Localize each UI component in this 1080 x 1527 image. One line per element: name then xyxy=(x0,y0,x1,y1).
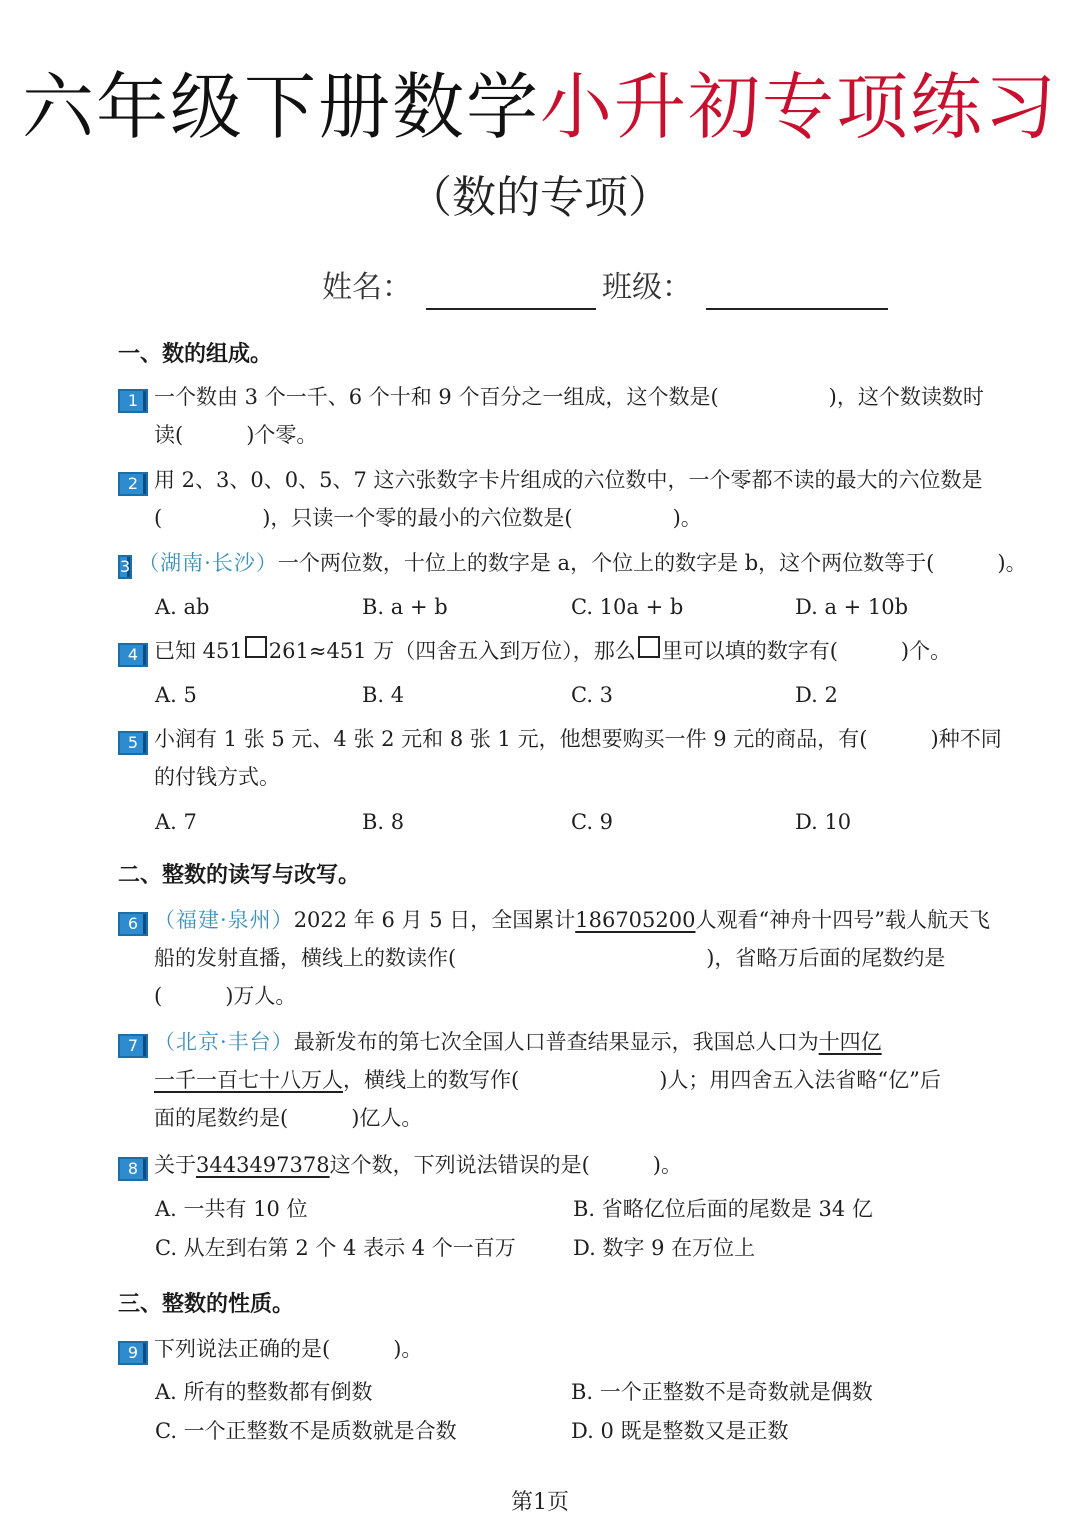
question-2 xyxy=(118,461,1013,537)
question-text: )，只读一个零的最小的六位数是( xyxy=(262,506,573,530)
question-text: ，横线上的数写作( xyxy=(343,1068,520,1092)
question-source: （湖南·长沙） xyxy=(138,551,278,575)
underlined-number: 186705200 xyxy=(575,908,696,932)
question-text: 人观看“神舟十四号”载人航天飞 xyxy=(695,908,990,932)
question-text: )，省略万后面的尾数约是 xyxy=(706,946,946,970)
class-field[interactable] xyxy=(706,272,888,310)
question-4 xyxy=(118,632,1013,670)
option-c[interactable]: C. 3 xyxy=(571,683,614,707)
option-c[interactable]: C. 从左到右第 2 个 4 表示 4 个一百万 xyxy=(155,1236,516,1260)
section-heading: 三、整数的性质。 xyxy=(118,1292,295,1317)
option-a[interactable]: A. ab xyxy=(155,595,210,619)
option-a[interactable]: A. 5 xyxy=(155,683,197,707)
question-text: 这个数，下列说法错误的是( )。 xyxy=(329,1153,682,1177)
question-6 xyxy=(118,901,1013,1015)
page-subtitle: （数的专项） xyxy=(408,172,672,223)
question-3 xyxy=(118,544,1027,582)
option-b[interactable]: B. 8 xyxy=(362,810,405,834)
underlined-text: 十四亿 xyxy=(818,1030,882,1054)
question-text: 关于 xyxy=(154,1153,196,1177)
question-8 xyxy=(118,1146,1013,1184)
option-b[interactable]: B. 4 xyxy=(362,683,405,707)
question-text: 一个数由 3 个一千、6 个十和 9 个百分之一组成，这个数是( xyxy=(154,385,719,409)
square-box-icon xyxy=(245,636,267,658)
question-number: 2 xyxy=(118,472,148,496)
question-text: ( xyxy=(154,506,163,530)
question-number: 8 xyxy=(118,1157,148,1181)
page-title xyxy=(0,62,1080,152)
question-number: 9 xyxy=(118,1341,148,1365)
question-number: 3 xyxy=(118,555,132,579)
class-label: 班级： xyxy=(602,270,692,305)
question-text: ( )万人。 xyxy=(154,984,297,1008)
option-a[interactable]: A. 7 xyxy=(155,810,197,834)
question-7 xyxy=(118,1023,1013,1137)
name-field[interactable] xyxy=(426,272,596,310)
question-text: 船的发射直播，横线上的数读作( xyxy=(154,946,457,970)
question-text: 读( )个零。 xyxy=(154,423,318,447)
option-c[interactable]: C. 一个正整数不是质数就是合数 xyxy=(155,1419,457,1443)
question-text: 用 2、3、0、0、5、7 这六张数字卡片组成的六位数中，一个零都不读的最大的六位数是 xyxy=(154,468,983,492)
option-d[interactable]: D. 10 xyxy=(795,810,852,834)
question-text: 小润有 1 张 5 元、4 张 2 元和 8 张 1 元，他想要购买一件 9 元的商品，有( )种不同 xyxy=(154,727,1002,751)
name-label: 姓名： xyxy=(322,270,412,305)
underlined-number: 3443497378 xyxy=(196,1153,330,1177)
section-heading: 二、整数的读写与改写。 xyxy=(118,863,361,888)
option-b[interactable]: B. 省略亿位后面的尾数是 34 亿 xyxy=(573,1197,873,1221)
question-number: 6 xyxy=(118,912,148,936)
page-number: 第1页 xyxy=(511,1490,569,1515)
section-heading: 一、数的组成。 xyxy=(118,342,273,367)
question-text: 最新发布的第七次全国人口普查结果显示，我国总人口为 xyxy=(293,1030,819,1054)
option-b[interactable]: B. a + b xyxy=(362,595,448,619)
question-text: 已知 451 xyxy=(154,639,243,663)
option-c[interactable]: C. 10a + b xyxy=(571,595,684,619)
option-d[interactable]: D. 2 xyxy=(795,683,838,707)
option-d[interactable]: D. a + 10b xyxy=(795,595,909,619)
question-number: 7 xyxy=(118,1034,148,1058)
option-d[interactable]: D. 数字 9 在万位上 xyxy=(573,1236,756,1260)
question-source: （北京·丰台） xyxy=(154,1030,294,1054)
option-c[interactable]: C. 9 xyxy=(571,810,614,834)
question-1 xyxy=(118,378,1013,454)
question-text: )。 xyxy=(672,506,702,530)
option-a[interactable]: A. 一共有 10 位 xyxy=(155,1197,308,1221)
question-text: 261≈451 万（四舍五入到万位），那么 xyxy=(268,639,636,663)
question-text: 里可以填的数字有( )个。 xyxy=(661,639,952,663)
question-text: )人；用四舍五入法省略“亿”后 xyxy=(659,1068,941,1092)
question-5 xyxy=(118,720,1013,796)
option-d[interactable]: D. 0 既是整数又是正数 xyxy=(571,1419,789,1443)
square-box-icon xyxy=(638,636,660,658)
question-9 xyxy=(118,1330,1013,1368)
question-source: （福建·泉州） xyxy=(154,908,294,932)
question-text: 面的尾数约是( )亿人。 xyxy=(154,1106,423,1130)
title-highlight: 小升初专项练习 xyxy=(540,65,1059,149)
question-number: 4 xyxy=(118,643,148,667)
question-number: 1 xyxy=(118,389,148,413)
question-text: )，这个数读数时 xyxy=(828,385,984,409)
option-b[interactable]: B. 一个正整数不是奇数就是偶数 xyxy=(571,1380,873,1404)
underlined-text: 一千一百七十八万人 xyxy=(154,1068,343,1092)
title-main: 六年级下册数学 xyxy=(21,65,540,149)
question-text: 一个两位数，十位上的数字是 a，个位上的数字是 b，这个两位数等于( )。 xyxy=(277,551,1027,575)
question-text: 下列说法正确的是( )。 xyxy=(154,1337,423,1361)
name-class-bar xyxy=(322,266,894,310)
question-number: 5 xyxy=(118,731,148,755)
question-text: 2022 年 6 月 5 日，全国累计 xyxy=(293,908,576,932)
question-text: 的付钱方式。 xyxy=(154,765,280,789)
option-a[interactable]: A. 所有的整数都有倒数 xyxy=(155,1380,373,1404)
